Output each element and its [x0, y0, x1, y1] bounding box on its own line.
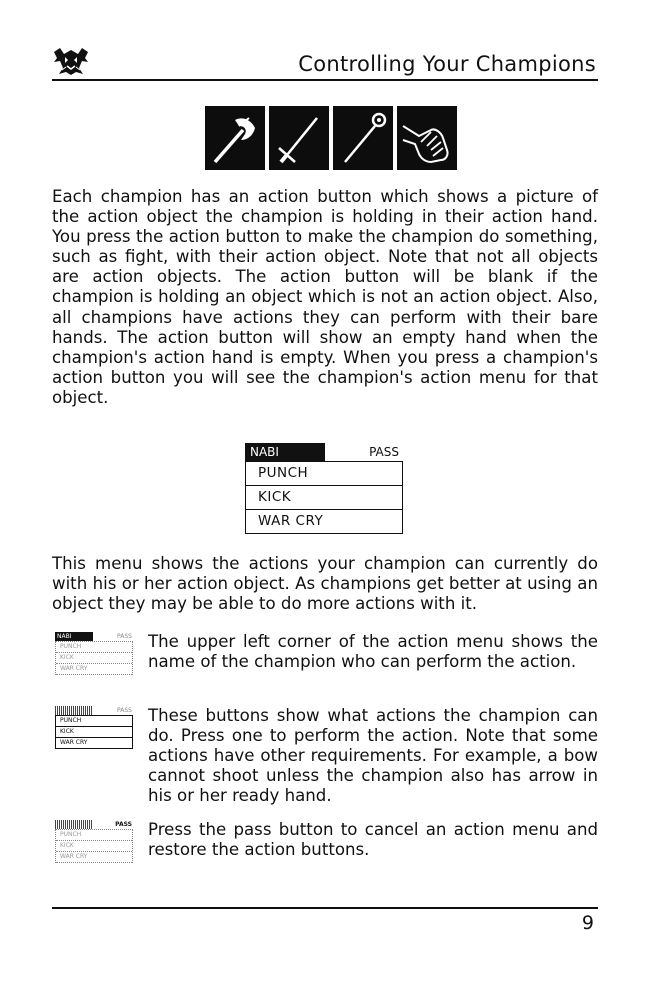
menu-description-paragraph: This menu shows the actions your champion can currently do with his or her action object. As champions get better at using an object they may be able to do more actions with it.	[52, 554, 598, 614]
thumbnail-item: WAR CRY	[56, 852, 132, 863]
menu-thumbnail-actions-highlight	[55, 706, 133, 749]
menu-item-punch: PUNCH	[246, 462, 402, 486]
thumbnail-pass: PASS	[117, 633, 132, 640]
pass-button: PASS	[369, 445, 399, 459]
action-menu-figure	[245, 443, 403, 534]
menu-thumbnail-name-highlight	[55, 632, 133, 675]
explanation-text: Press the pass button to cancel an action menu and restore the action buttons.	[148, 820, 598, 860]
menu-item-war-cry: WAR CRY	[246, 510, 402, 534]
menu-thumbnail-pass-highlight	[55, 820, 133, 863]
thumbnail-item: PUNCH	[56, 830, 132, 841]
explanation-text: These buttons show what actions the champion can do. Press one to perform the action. Note that some actions have other requirements. For example, a bow cannot shoot unless the champion also has arrow in his or her ready hand.	[148, 706, 598, 806]
thumbnail-item: PUNCH	[56, 716, 132, 727]
menu-item-kick: KICK	[246, 486, 402, 510]
dungeon-master-dragon-logo-icon	[52, 46, 90, 76]
thumbnail-item: KICK	[56, 841, 132, 852]
intro-paragraph: Each champion has an action button which shows a picture of the action object the champion is holding in their action hand. You press the action button to make the champion do something, such as fight, with their action object. Note that not all objects are action objects. The action button will be blank if the champion is holding an object which is not an action object. Also, all champions have actions they can perform with their bare hands. The action button will show an empty hand when the champion's action hand is empty. When you press a champion's action button you will see the champion's action menu for that object.	[52, 187, 598, 407]
footer-rule	[52, 907, 598, 909]
thumbnail-champion-name	[55, 706, 93, 715]
thumbnail-item: KICK	[56, 653, 132, 664]
bare-hand-icon	[397, 106, 457, 170]
thumbnail-pass: PASS	[117, 707, 132, 714]
thumbnail-item: PUNCH	[56, 642, 132, 653]
thumbnail-item: WAR CRY	[56, 738, 132, 749]
explanation-text: The upper left corner of the action menu shows the name of the champion who can perform the action.	[148, 632, 598, 672]
thumbnail-item: WAR CRY	[56, 664, 132, 675]
action-icons-row	[205, 106, 457, 170]
thumbnail-pass: PASS	[115, 821, 132, 828]
header-rule	[52, 79, 598, 81]
thumbnail-item: KICK	[56, 727, 132, 738]
action-menu-list	[245, 461, 403, 534]
running-head: Controlling Your Champions	[298, 52, 596, 76]
action-menu-header	[245, 443, 403, 461]
axe-icon	[205, 106, 265, 170]
champion-name-label: NABI	[245, 443, 325, 461]
thumbnail-champion-name	[55, 820, 93, 829]
thumbnail-champion-name: NABI	[55, 632, 93, 641]
sword-icon	[269, 106, 329, 170]
page-number: 9	[581, 912, 594, 934]
staff-icon	[333, 106, 393, 170]
